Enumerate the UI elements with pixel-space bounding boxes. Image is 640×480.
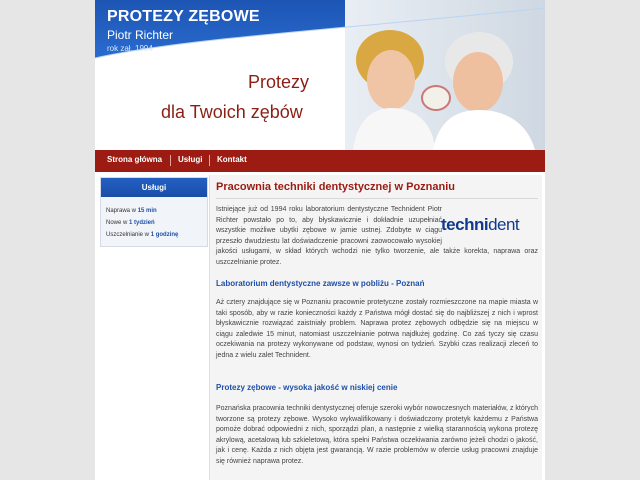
sidebar-item-time: 15 min xyxy=(137,208,157,214)
sidebar-services xyxy=(100,177,208,247)
slogan-line-1: Protezy xyxy=(248,72,310,92)
logo-spacer xyxy=(442,205,538,239)
intro-paragraph xyxy=(216,205,538,269)
logo-bold-text: techni xyxy=(441,215,489,234)
header-banner xyxy=(95,0,545,150)
sidebar-item-label: Uszczelnianie w xyxy=(106,232,150,238)
slogan-line-2: dla Twoich zębów xyxy=(161,102,303,122)
sidebar-item-repair[interactable] xyxy=(106,208,157,214)
sidebar-item-label: Nowe w xyxy=(106,220,128,226)
main-content xyxy=(209,175,542,480)
nav-separator xyxy=(170,155,171,166)
main-nav xyxy=(95,150,545,172)
owner-name: Piotr Richter xyxy=(107,28,174,42)
section-heading-laboratory: Laboratorium dentystyczne zawsze w pobliżu - Poznań xyxy=(216,279,425,288)
founded-year: rok zał. 1994 xyxy=(107,44,153,53)
site-title: PROTEZY ZĘBOWE xyxy=(107,8,260,25)
sidebar-title: Usługi xyxy=(101,178,207,197)
sidebar-item-time: 1 godzinę xyxy=(150,232,179,238)
laboratory-paragraph: Aż cztery znajdujące się w Poznaniu pracownie protetyczne zostały rozmieszczone na mapie miasta w taki sposób, aby w razie konieczności każdy z Państwa mógł dostać się do najbliższej z nich i wprost błyskawicznie rozwiązać zaistniały problem. Naprawa protez zębowych odbędzie się na miejscu w ciągu zaledwie 15 minut, natomiast uszczelnianie potrwa najdłużej godzinę. Co zaś tyczy się czasu oczekiwania na protezy wykonywane od podstaw, wynosi on tydzień. Szybki czas realizacji zleceń to jedna z wielu zalet Technident. xyxy=(216,299,538,359)
nav-home[interactable]: Strona główna xyxy=(107,155,163,164)
section-heading-quality: Protezy zębowe - wysoka jakość w niskiej cenie xyxy=(216,383,398,392)
nav-separator xyxy=(209,155,210,166)
page xyxy=(95,0,545,480)
sidebar-item-new[interactable] xyxy=(106,220,155,226)
page-title: Pracownia techniki dentystycznej w Poznaniu xyxy=(216,181,538,199)
nav-services[interactable]: Usługi xyxy=(178,155,203,164)
sidebar-item-sealing[interactable] xyxy=(106,232,178,238)
sidebar-item-label: Naprawa w xyxy=(106,208,137,214)
logo-light-text: dent xyxy=(488,215,520,234)
sidebar-item-time: 1 tydzień xyxy=(129,220,155,226)
quality-paragraph: Poznańska pracownia techniki dentystycznej oferuje szeroki wybór nowoczesnych materiałów, z których tworzone są protezy zębowe. Wysoko wykwalifikowany i doświadczony protetyk każdemu z Państwa pomoże dobrać odpowiedni z nich, sporządzi plan, a następnie z wielką starannością wykona protezę akrylową, acetalową lub szkieletową, która spełni Państwa oczekiwania zarówno jeżeli chodzi o jakość, jak i cenę. Każda z nich objęta jest gwarancją. W razie problemów w ofercie usług pracowni znajduje się również naprawa protez. xyxy=(216,405,538,465)
intro-paragraph-text: Istniejące już od 1994 roku laboratorium dentystyczne Technident Piotr Richter powstało po to, aby błyskawicznie i dokładnie uzupełniać wszystkie możliwe ubytki zębowe w jamie ustnej. Zdobyte w ciągu przeszło dwudziestu lat doświadczenie pracowni zaowocowało wysokiej jakości usługami, w skład których wchodzi nie tylko tworzenie, ale także korekta, naprawa oraz uszczelnianie protez. xyxy=(216,206,538,266)
nav-contact[interactable]: Kontakt xyxy=(217,155,247,164)
